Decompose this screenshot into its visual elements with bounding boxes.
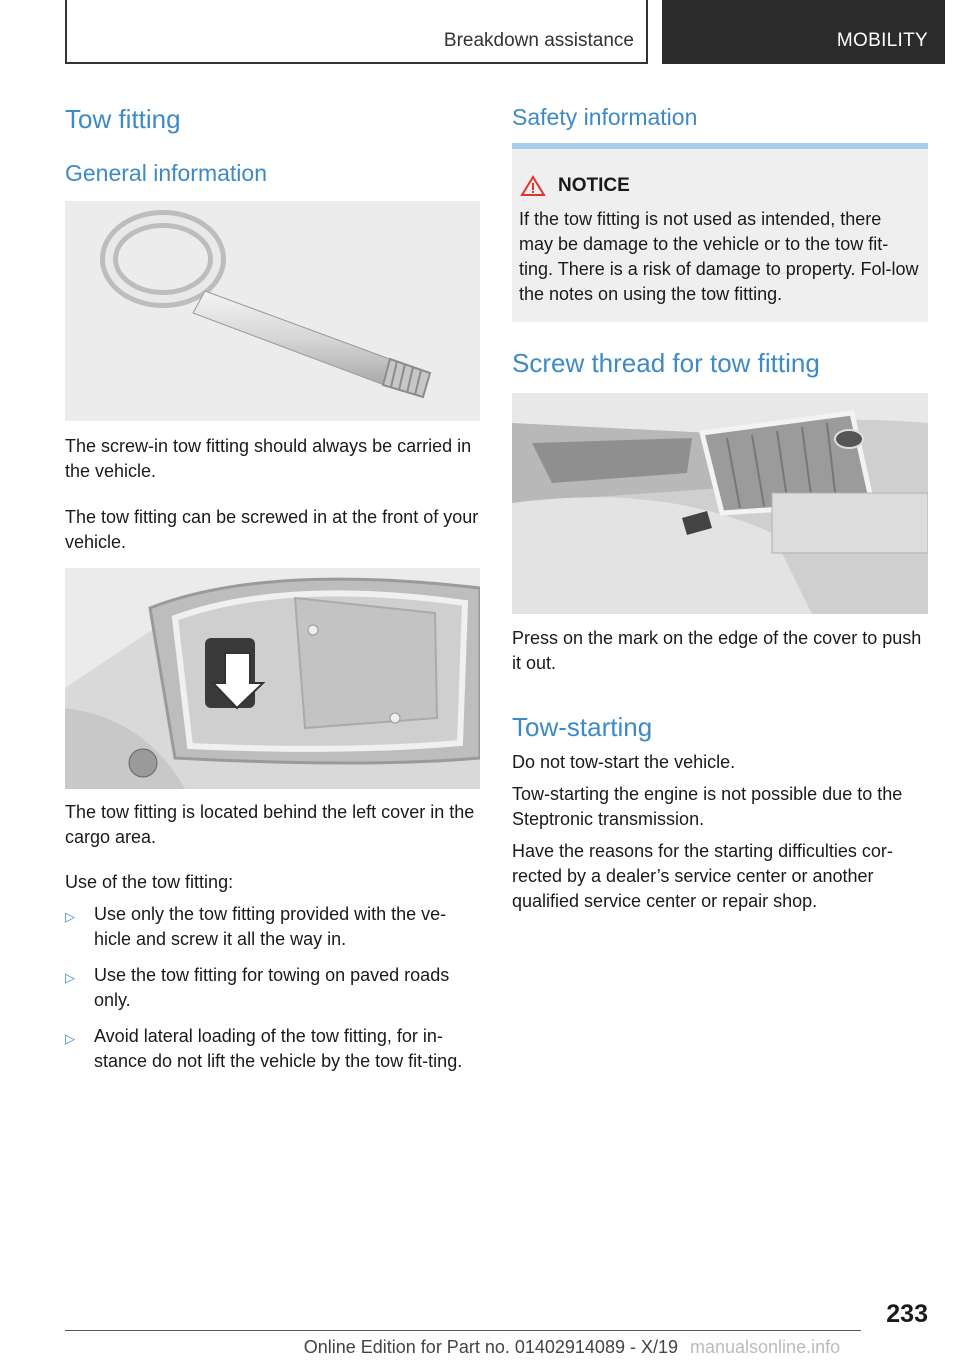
general-information-heading: General information: [65, 160, 267, 186]
paragraph-use-intro: Use of the tow fitting:: [65, 872, 234, 892]
list-item: [65, 963, 480, 1013]
safety-information-heading: Safety information: [512, 104, 698, 130]
triangle-bullet-icon: ▷: [65, 1031, 75, 1046]
tow-starting-heading: Tow-starting: [512, 712, 653, 742]
bullet-text: Use the tow fitting for towing on paved roads only.: [94, 965, 450, 1010]
footer-edition: Online Edition for Part no. 01402914089 - X/19: [303, 1337, 678, 1357]
header-chapter-title: MOBILITY: [836, 30, 928, 51]
cargo-area-image: [65, 568, 480, 789]
paragraph-no-tow-start: Do not tow-start the vehicle.: [512, 752, 736, 772]
list-item: [65, 902, 480, 952]
bullet-text: Use only the tow fitting provided with the ve-hicle and screw it all the way in.: [94, 904, 447, 949]
header-section-box: [65, 0, 648, 64]
notice-box: [512, 143, 928, 322]
header-chapter-box: [662, 0, 945, 64]
usage-bullet-list: [65, 902, 480, 1085]
tow-fitting-image: [65, 201, 480, 421]
vehicle-front-image: [512, 393, 928, 614]
page-number: 233: [886, 1300, 928, 1328]
notice-label: NOTICE: [558, 175, 630, 196]
paragraph-carried: The screw-in tow fitting should always be carried in the vehicle.: [65, 436, 472, 481]
list-item: [65, 1024, 480, 1074]
notice-text: If the tow fitting is not used as intended, there may be damage to the vehicle or to the tow fit-ting. There is a risk of damage to property. Fol-low the notes on using the tow fitting.: [519, 209, 919, 304]
paragraph-steptronic: Tow-starting the engine is not possible due to the Steptronic transmission.: [512, 784, 903, 829]
paragraph-service-center: Have the reasons for the starting difficulties cor-rected by a dealer’s service center or another qualified service center or repair shop.: [512, 841, 893, 911]
paragraph-press-mark: Press on the mark on the edge of the cover to push it out.: [512, 628, 922, 673]
footer-watermark: manualsonline.info: [690, 1337, 841, 1357]
tow-fitting-heading: Tow fitting: [65, 104, 181, 134]
screw-thread-heading: Screw thread for tow fitting: [512, 348, 820, 378]
triangle-bullet-icon: ▷: [65, 970, 75, 985]
triangle-bullet-icon: ▷: [65, 909, 75, 924]
bullet-text: Avoid lateral loading of the tow fitting, for in-stance do not lift the vehicle by the tow fit-ting.: [94, 1026, 463, 1071]
warning-triangle-icon: [520, 175, 546, 197]
paragraph-screwed-front: The tow fitting can be screwed in at the front of your vehicle.: [65, 507, 479, 552]
paragraph-location: The tow fitting is located behind the left cover in the cargo area.: [65, 802, 475, 847]
footer-divider: [65, 1330, 861, 1331]
header-section-title: Breakdown assistance: [443, 30, 634, 51]
